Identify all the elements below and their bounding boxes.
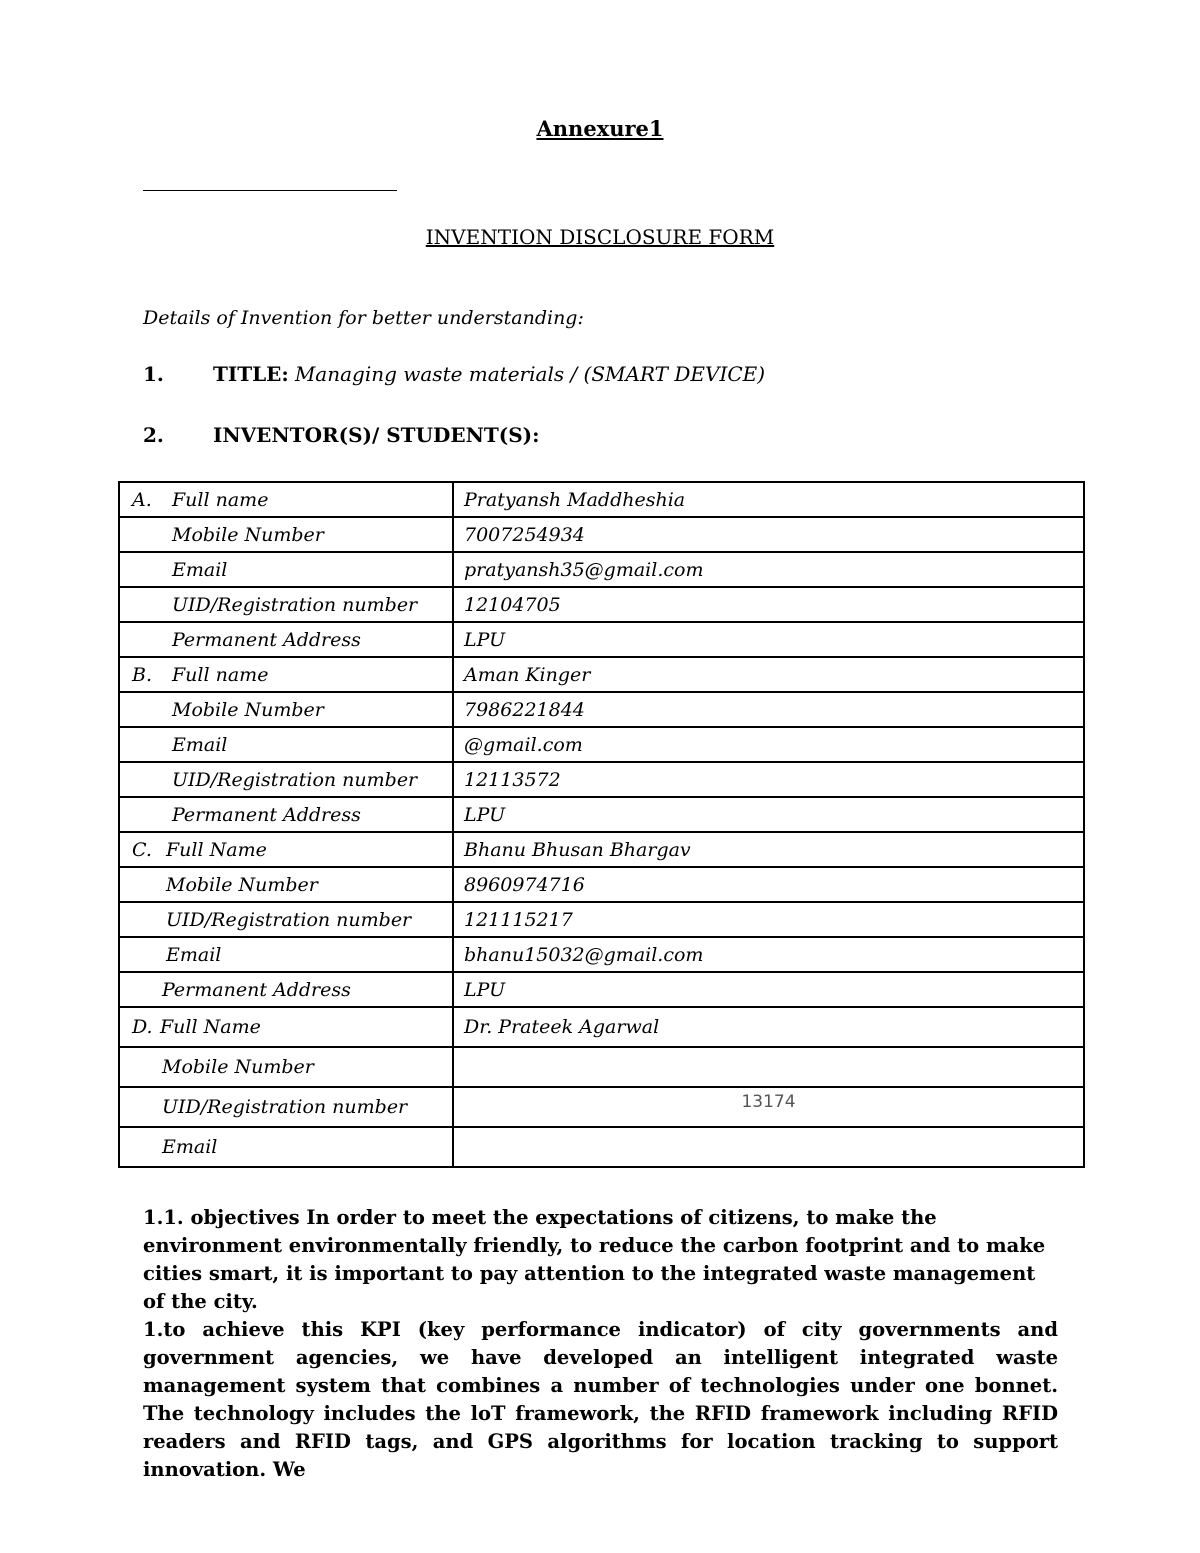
row-label: Permanent Address bbox=[172, 628, 361, 651]
row-label: Email bbox=[172, 558, 228, 581]
table-row bbox=[119, 972, 1084, 1007]
row-value: 7007254934 bbox=[464, 523, 585, 546]
row-label: UID/Registration number bbox=[166, 908, 412, 931]
row-value: 12113572 bbox=[464, 768, 561, 791]
table-row bbox=[119, 1127, 1084, 1167]
row-value bbox=[454, 1136, 464, 1158]
row-value: pratyansh35@gmail.com bbox=[464, 558, 704, 581]
table-row bbox=[119, 1007, 1084, 1047]
table-row bbox=[119, 762, 1084, 797]
row-label: Email bbox=[162, 1136, 218, 1158]
row-letter: A. bbox=[132, 488, 152, 511]
row-value: 8960974716 bbox=[464, 873, 585, 896]
table-row bbox=[119, 657, 1084, 692]
row-value: Bhanu Bhusan Bhargav bbox=[464, 838, 691, 861]
table-row bbox=[119, 832, 1084, 867]
form-title: INVENTION DISCLOSURE FORM bbox=[425, 225, 775, 249]
table-row bbox=[119, 517, 1084, 552]
row-value: LPU bbox=[464, 803, 506, 826]
table-row bbox=[119, 727, 1084, 762]
table-row bbox=[119, 482, 1084, 517]
row-label: Email bbox=[172, 733, 228, 756]
table-row bbox=[119, 552, 1084, 587]
table-row bbox=[119, 797, 1084, 832]
heading-rule bbox=[143, 190, 397, 191]
objectives-paragraph-2: 1.to achieve this KPI (key performance indicator) of city governments and government agencies, we have developed an intelligent integrated waste management system that combines a number of technologies under one bonnet. The technology includes the loT framework, the RFID framework including RFID readers and RFID tags, and GPS algorithms for location tracking to support innovation. We bbox=[143, 1318, 1058, 1481]
row-value: 121115217 bbox=[464, 908, 573, 931]
section-title-number: 1. bbox=[143, 362, 164, 386]
row-value: LPU bbox=[464, 628, 506, 651]
annexure-heading: Annexure1 bbox=[536, 116, 664, 141]
table-row bbox=[119, 937, 1084, 972]
inventors-table bbox=[118, 481, 1085, 1168]
row-label: Full name bbox=[172, 663, 269, 686]
table-row bbox=[119, 902, 1084, 937]
row-label: Full Name bbox=[160, 1016, 261, 1038]
table-row bbox=[119, 1047, 1084, 1087]
row-label: UID/Registration number bbox=[162, 1096, 408, 1118]
row-letter: C. bbox=[132, 838, 152, 861]
row-label: Full Name bbox=[166, 838, 267, 861]
row-label: Permanent Address bbox=[162, 978, 351, 1001]
row-letter: D. bbox=[132, 1016, 153, 1038]
objectives-paragraph-1: 1.1. objectives In order to meet the expectations of citizens, to make the environment environmentally friendly, to reduce the carbon footprint and to make cities smart, it is important to pay attention to the integrated waste management of the city. bbox=[143, 1206, 1046, 1313]
section-title-value: Managing waste materials / (SMART DEVICE) bbox=[294, 362, 766, 386]
row-label: Email bbox=[166, 943, 222, 966]
table-row bbox=[119, 587, 1084, 622]
row-value: LPU bbox=[464, 978, 506, 1001]
row-value bbox=[454, 1056, 464, 1078]
row-label: Full name bbox=[172, 488, 269, 511]
section-title bbox=[143, 362, 765, 386]
row-value: 7986221844 bbox=[464, 698, 585, 721]
row-letter: B. bbox=[132, 663, 153, 686]
table-row bbox=[119, 622, 1084, 657]
row-label: Permanent Address bbox=[172, 803, 361, 826]
section-inventors bbox=[143, 423, 540, 447]
row-value: bhanu15032@gmail.com bbox=[464, 943, 704, 966]
row-value: Aman Kinger bbox=[464, 663, 591, 686]
row-value: 13174 bbox=[741, 1092, 796, 1112]
table-row bbox=[119, 867, 1084, 902]
table-row bbox=[119, 692, 1084, 727]
row-label: UID/Registration number bbox=[172, 593, 418, 616]
details-intro: Details of Invention for better understanding: bbox=[143, 307, 584, 329]
row-label: UID/Registration number bbox=[172, 768, 418, 791]
section-inventors-number: 2. bbox=[143, 423, 164, 447]
section-inventors-label: INVENTOR(S)/ STUDENT(S): bbox=[213, 423, 540, 447]
table-row bbox=[119, 1087, 1084, 1127]
row-label: Mobile Number bbox=[172, 523, 324, 546]
row-label: Mobile Number bbox=[172, 698, 324, 721]
section-title-label: TITLE: bbox=[213, 362, 289, 386]
objectives-section bbox=[143, 1204, 1058, 1484]
row-value: Dr. Prateek Agarwal bbox=[464, 1016, 660, 1038]
row-label: Mobile Number bbox=[166, 873, 318, 896]
row-value: @gmail.com bbox=[464, 733, 583, 756]
row-value: 12104705 bbox=[464, 593, 561, 616]
row-label: Mobile Number bbox=[162, 1056, 314, 1078]
row-value: Pratyansh Maddheshia bbox=[464, 488, 686, 511]
